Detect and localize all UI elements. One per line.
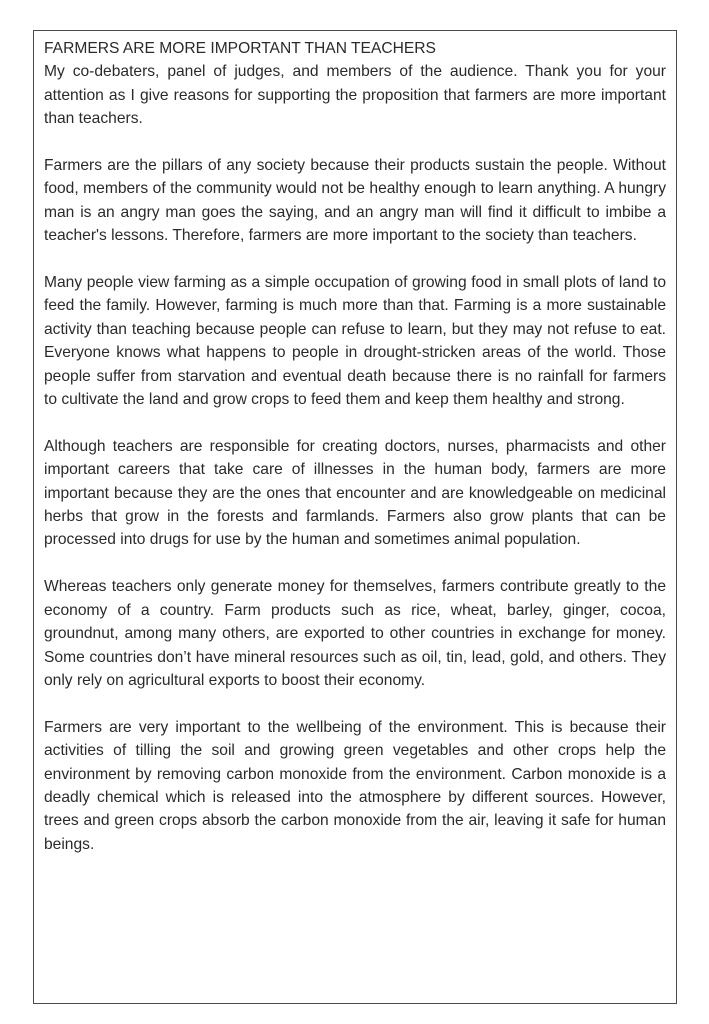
paragraph-environment: Farmers are very important to the wellbeing of the environment. This is because their activities of tilling the soil and growing green vegetables and other crops help the environment by removing carbon monoxide from the environment. Carbon monoxide is a deadly chemical which is released into the atmosphere by different sources. However, trees and green crops absorb the carbon monoxide from the air, leaving it safe for human beings.: [44, 718, 666, 853]
paragraph-food-sustains: Farmers are the pillars of any society because their products sustain the people. Without food, members of the community would not be healthy enough to learn anything. A hungry man is an angry man goes the saying, and an angry man will find it difficult to imbibe a teacher's lessons. Therefore, farmers are more important to the society than teachers.: [44, 157, 666, 245]
document-frame: [33, 30, 677, 1004]
paragraph-economy: Whereas teachers only generate money for themselves, farmers contribute greatly to the economy of a country. Farm products such as rice, wheat, barley, ginger, cocoa, groundnut, among many others, are exported to other countries in exchange for money. Some countries don’t have mineral resources such as oil, tin, lead, gold, and others. They only rely on agricultural exports to boost their economy.: [44, 578, 666, 689]
paragraph-sustainable-activity: Many people view farming as a simple occupation of growing food in small plots of land to feed the family. However, farming is much more than that. Farming is a more sustainable activity than teaching because people can refuse to learn, but they may not refuse to eat. Everyone knows what happens to people in drought-stricken areas of the world. Those people suffer from starvation and eventual death because there is no rainfall for farmers to cultivate the land and grow crops to feed them and keep them healthy and strong.: [44, 274, 666, 409]
document-title: FARMERS ARE MORE IMPORTANT THAN TEACHERS: [44, 40, 436, 57]
paragraph-medicinal-herbs: Although teachers are responsible for creating doctors, nurses, pharmacists and other important careers that take care of illnesses in the human body, farmers are more important because they are the ones that encounter and are knowledgeable on medicinal herbs that grow in the forests and farmlands. Farmers also grow plants that can be processed into drugs for use by the human and sometimes animal population.: [44, 437, 666, 549]
paragraph-introduction: My co-debaters, panel of judges, and members of the audience. Thank you for your attention as I give reasons for supporting the proposition that farmers are more important than teachers.: [44, 63, 666, 128]
